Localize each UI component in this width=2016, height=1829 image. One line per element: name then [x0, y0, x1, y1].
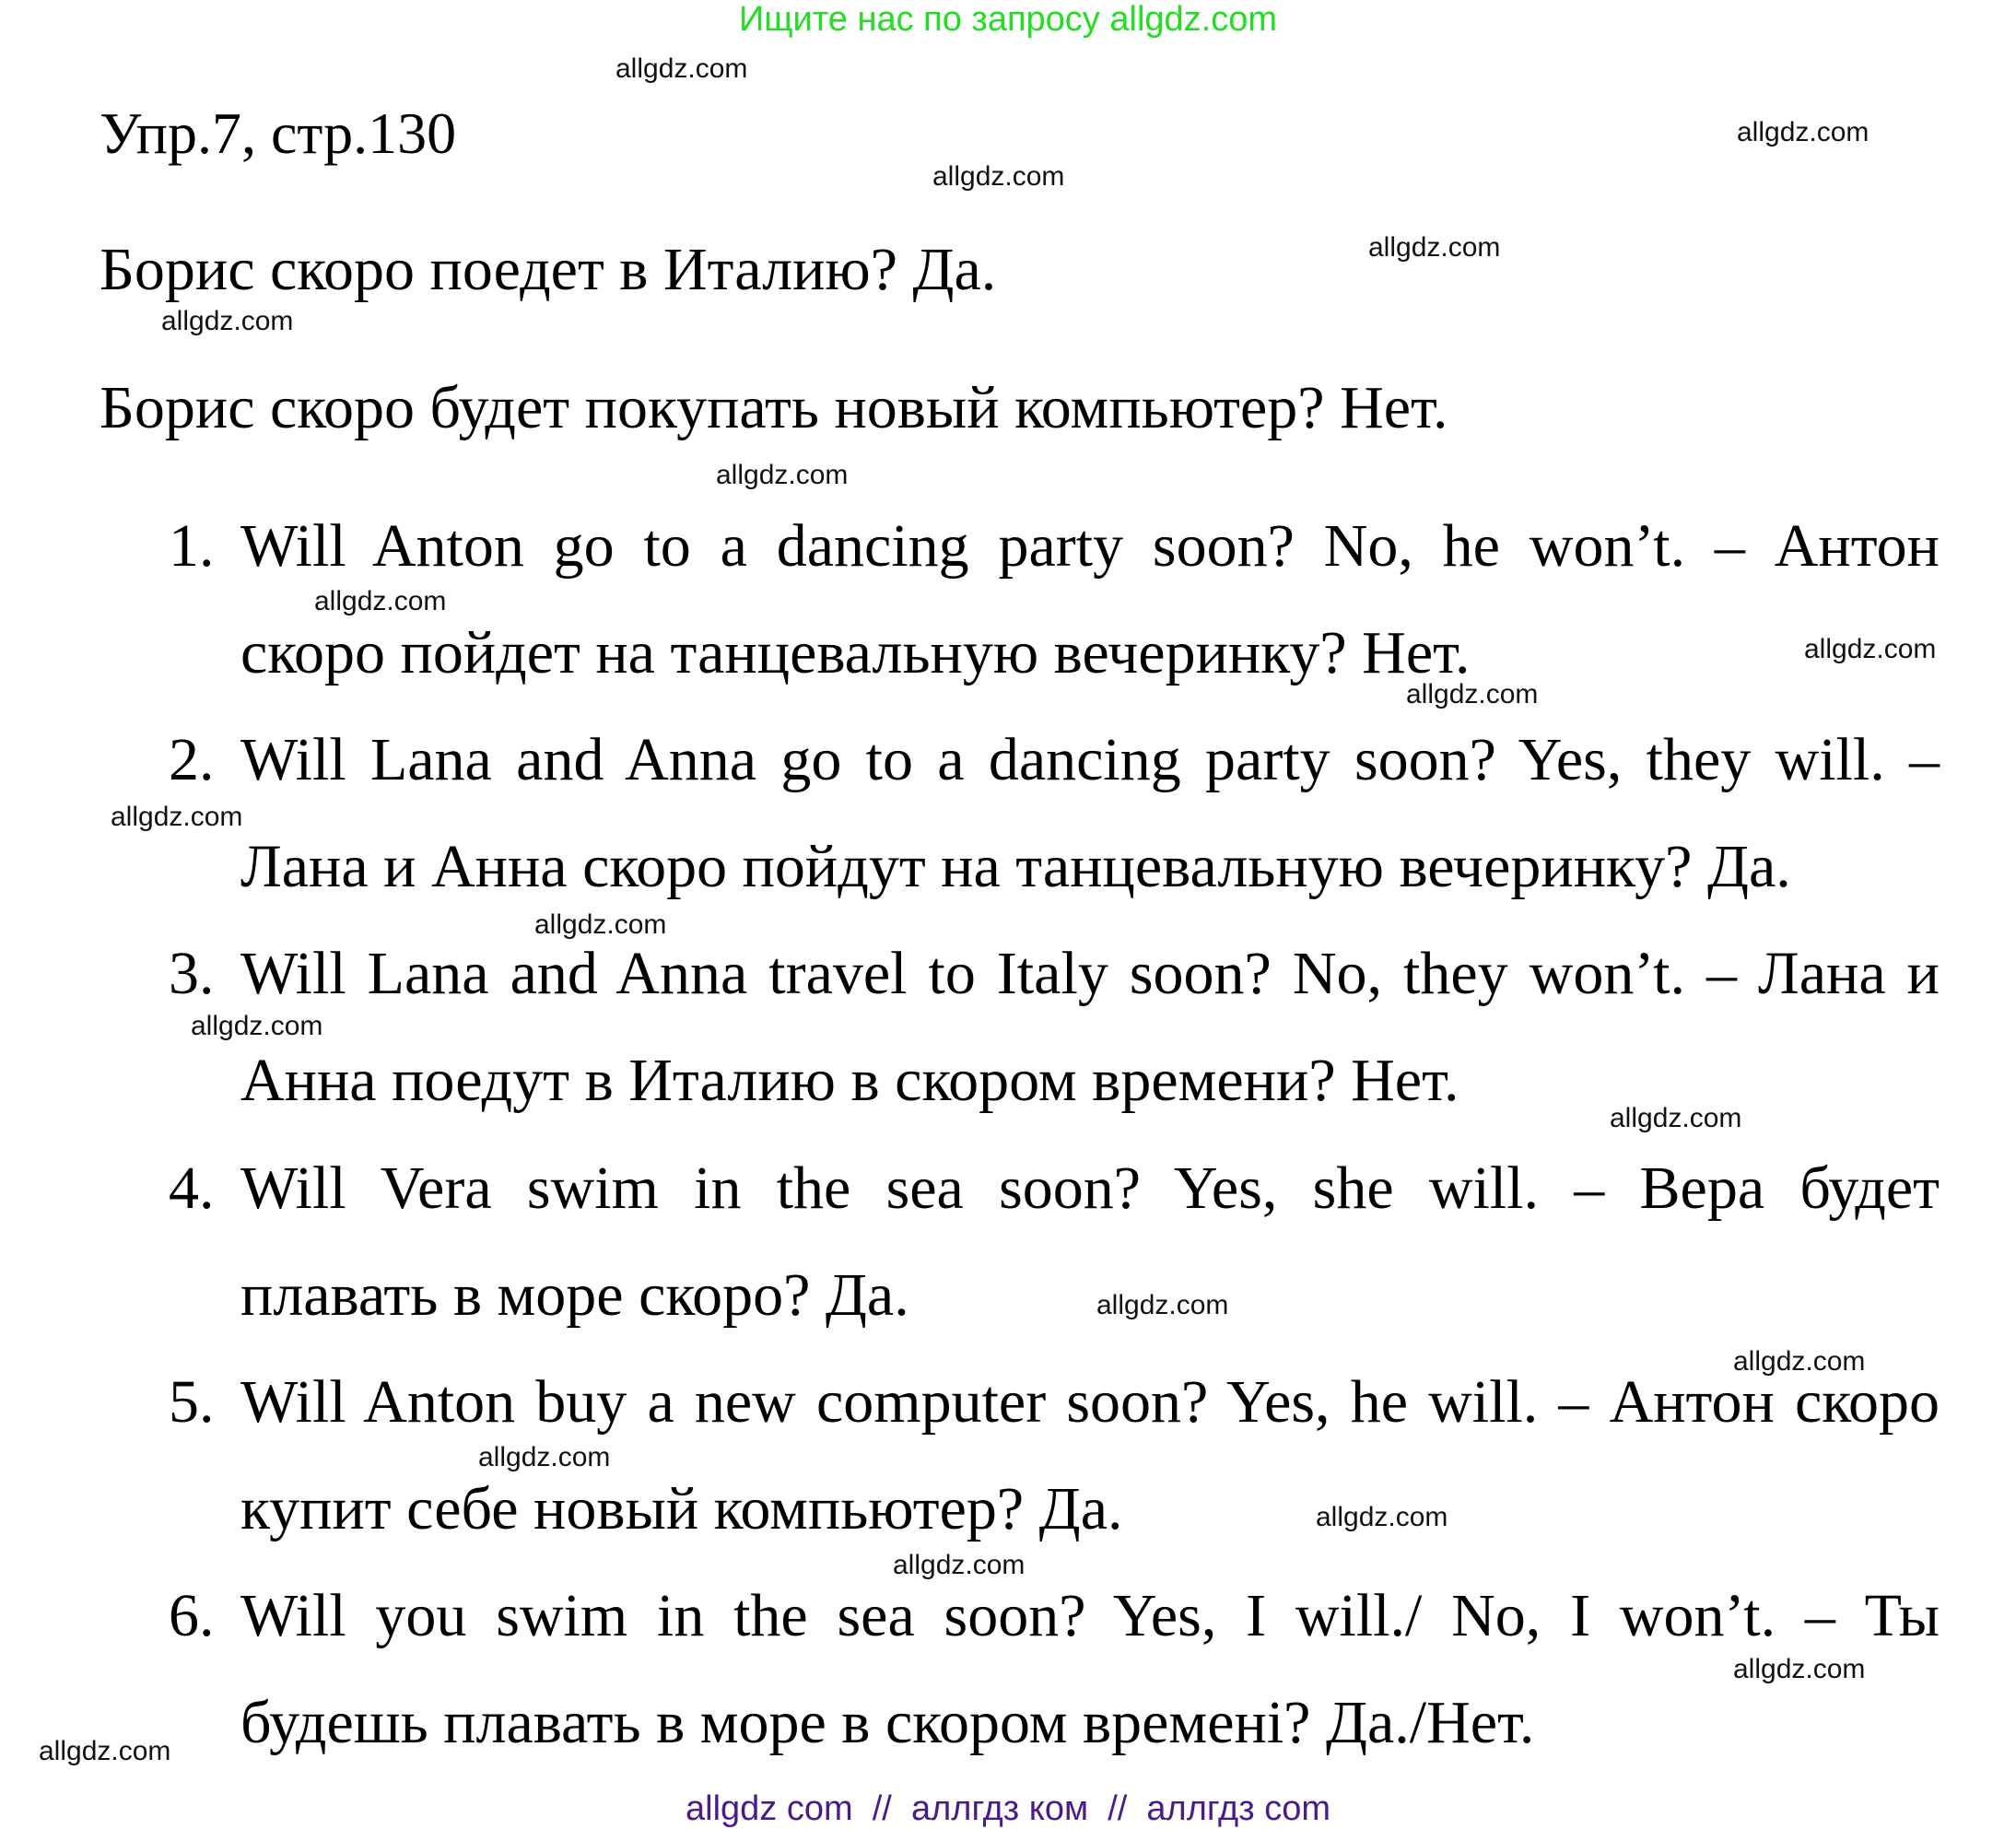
watermark: allgdz.com	[111, 802, 243, 832]
intro-line-1: Борис скоро поедет в Италию? Да.	[100, 236, 997, 303]
item-english-line: Will Anton buy a new computer soon? Yes, he will. – Антон скоро	[240, 1368, 1940, 1436]
item-russian-line: плавать в море скоро? Да.	[240, 1261, 909, 1329]
item-russian-line: Анна поедут в Италию в скором времени? Нет.	[240, 1047, 1459, 1114]
item-russian-line: скоро пойдет на танцевальную вечеринку? Нет.	[240, 619, 1471, 686]
watermark: allgdz.com	[932, 161, 1065, 192]
item-english-line: Will Lana and Anna go to a dancing party soon? Yes, they will. –	[240, 726, 1940, 793]
watermark: allgdz.com	[534, 909, 667, 940]
watermark: allgdz.com	[716, 460, 849, 490]
item-russian-line: Лана и Анна скоро пойдут на танцевальную вечеринку? Да.	[240, 833, 1791, 900]
intro-line-2: Борис скоро будет покупать новый компьютер? Нет.	[100, 374, 1448, 441]
exercise-heading: Упр.7, стр.130	[100, 100, 457, 166]
watermark: allgdz.com	[1804, 634, 1937, 664]
item-number: 1.	[169, 512, 215, 580]
watermark: allgdz.com	[1406, 679, 1539, 709]
watermark: allgdz.com	[1733, 1654, 1866, 1684]
item-english-line: Will you swim in the sea soon? Yes, I will./ No, I won’t. – Ты	[240, 1582, 1940, 1649]
watermark: allgdz.com	[1737, 117, 1869, 147]
watermark: allgdz.com	[1368, 232, 1501, 263]
watermark: allgdz.com	[893, 1550, 1026, 1580]
watermark: allgdz.com	[1610, 1103, 1742, 1133]
watermark: allgdz.com	[1316, 1502, 1448, 1532]
item-russian-line: будешь плавать в море в скором времені? Да./Нет.	[240, 1689, 1535, 1756]
item-number: 2.	[169, 726, 215, 793]
watermark: allgdz.com	[478, 1442, 611, 1472]
top-banner: Ищите нас по запросу allgdz.com	[738, 0, 1277, 39]
watermark: allgdz.com	[191, 1011, 323, 1041]
item-number: 3.	[169, 940, 215, 1007]
watermark: allgdz.com	[39, 1736, 171, 1766]
item-russian-line: купит себе новый компьютер? Да.	[240, 1475, 1123, 1542]
item-english-line: Will Anton go to a dancing party soon? No, he won’t. – Антон	[240, 512, 1940, 580]
watermark: allgdz.com	[314, 586, 447, 616]
watermark: allgdz.com	[1096, 1290, 1229, 1320]
watermark: allgdz.com	[161, 306, 294, 336]
bottom-banner: allgdz com // аллгдз ком // аллгдз com	[686, 1789, 1330, 1828]
watermark: allgdz.com	[1733, 1346, 1866, 1377]
item-english-line: Will Lana and Anna travel to Italy soon? No, they won’t. – Лана и	[240, 940, 1940, 1007]
item-number: 4.	[169, 1155, 215, 1222]
item-number: 6.	[169, 1582, 215, 1649]
item-english-line: Will Vera swim in the sea soon? Yes, she will. – Вера будет	[240, 1155, 1940, 1222]
item-number: 5.	[169, 1368, 215, 1436]
watermark: allgdz.com	[615, 53, 748, 84]
